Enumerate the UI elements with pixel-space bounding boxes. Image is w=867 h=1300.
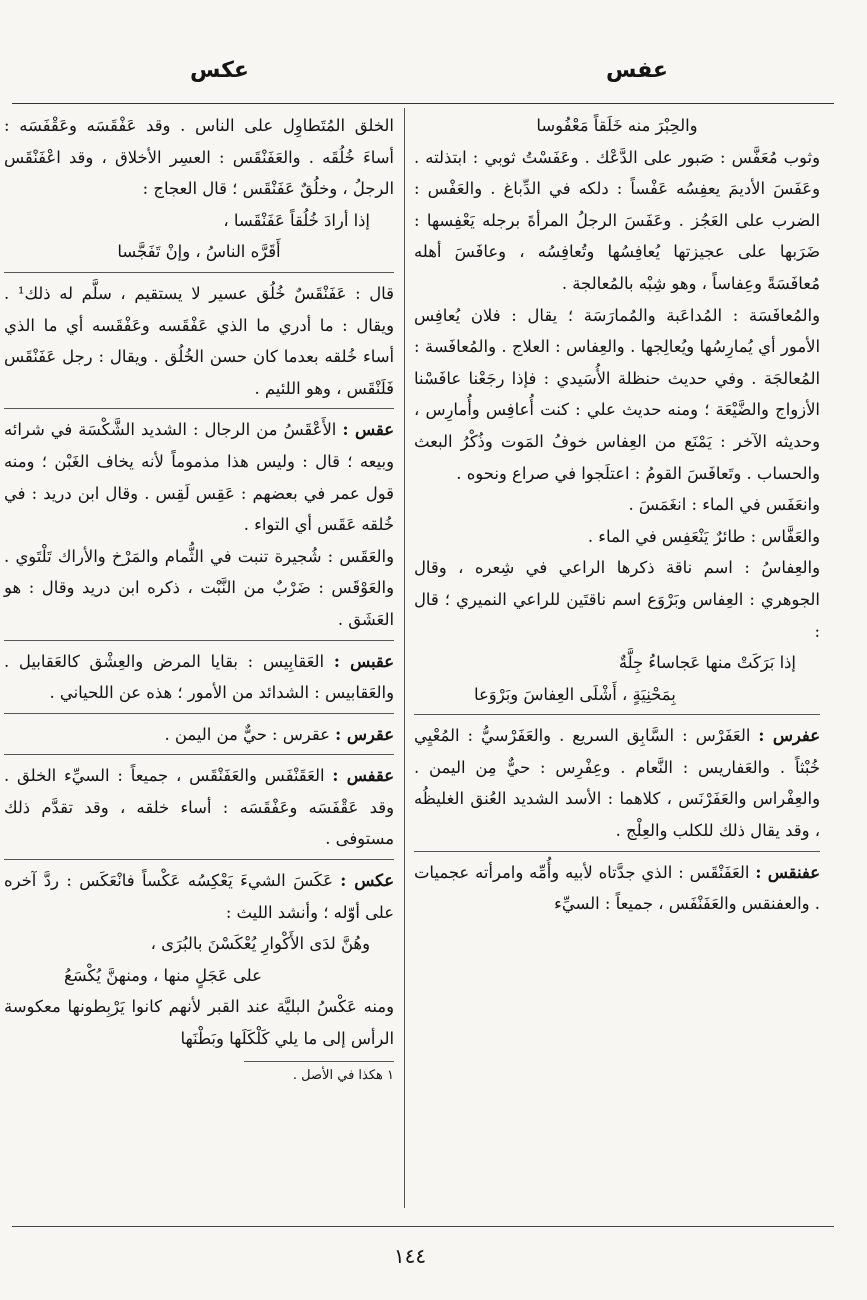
entry-paragraph: والعِفاسُ : اسم ناقة ذكرها الراعي في شِعره ، وقال الجوهري : العِفاس وبَرْوَع اسم ناقتَين للراعي النميري ؛ قال : xyxy=(414,558,820,641)
verse-line: أَقَرَّه الناسُ ، وإنْ تَفَجَّسا xyxy=(117,242,281,262)
entry-text: العَفَنْقَس : الذي جدَّتاه لأبيه وأُمِّه وامرأته عجميات . والعفنقس والعَفَنْفَس ، جميعاً : السيِّء xyxy=(414,862,820,914)
page-number: ١٤٤ xyxy=(393,1244,427,1268)
entry-text: عقرس : حيٌّ من اليمن . xyxy=(164,724,330,744)
entry-headword: عفرس : xyxy=(758,726,820,746)
entry-headword: عقرس : xyxy=(335,724,394,744)
column-divider xyxy=(404,108,405,1208)
entry-headword: عفنقس : xyxy=(755,862,820,882)
entry-separator xyxy=(414,851,820,852)
entry-paragraph: والعَقَس : شُجيرة تنبت في الثُّمام والمَرْخ والأراك تَلْتَوي . والعَوْقَس : ضَرْبٌ من النَّبْت ، ذكره ابن دريد وقال : هو العَشَق . xyxy=(4,546,394,629)
entry-paragraph xyxy=(414,720,820,846)
verse-line: وهُنَّ لدَى الأَكْوارِ يُعْكَسْنَ بالبُرَى ، xyxy=(150,934,370,954)
entry-separator xyxy=(4,640,394,641)
entry-separator xyxy=(4,272,394,273)
entry-headword: عقبس : xyxy=(333,651,394,671)
entry-paragraph xyxy=(4,719,394,751)
left-column xyxy=(4,110,394,1088)
entry-separator xyxy=(414,714,820,715)
entry-paragraph xyxy=(4,646,394,709)
entry-headword: عقس : xyxy=(342,420,395,440)
entry-paragraph xyxy=(414,857,820,920)
footer-rule xyxy=(12,1226,834,1227)
entry-separator xyxy=(4,754,394,755)
entry-paragraph: وثوب مُعَفَّس : صَبور على الدَّعْك . وعَفَسْتُ ثوبي : ابتذلته . وعَفَسَ الأديمَ يعفِسُه عَفْساً : دلكه في الدِّباغ . والعَفْس : الضرب على العَجُز . وعَفَسَ الرجلُ المرأةَ برجله يَعْفِسها : ضَرَبها على عجيزتها يُعافِسُها وتُعافِسُه ، وعافَسَ أهله مُعافَسَةً وعِفاساً ، وهو شِبْه بالمُعالجة . xyxy=(414,147,820,293)
verse-line: بِمَحْنِيَةٍ ، أَشْلَى العِفاسَ وبَرْوَعا xyxy=(474,684,676,704)
verse-line: إذا بَرَكَتْ منها عَجاساءُ جِلَّةٌ xyxy=(618,653,796,673)
entry-text: العَقَنْفَس والعَفَنْقَس ، جميعاً : السيِّء الخلق . وقد عَقْفَسَه وعَفْقَسَه : أساء خلقه ، وقد تقدَّم ذلك مستوفى . xyxy=(4,766,394,849)
entry-separator xyxy=(4,408,394,409)
entry-paragraph: الخلق المُتَطاوِل على الناس . وقد عَفْقَسَه وعَقْفَسَه : أساءَ خُلُقَه . والعَفَنْقَس : العسِر الأخلاق ، وقد اعْفَنْقَس الرجلُ ، وخلُقٌ عَفَنْقَس ؛ قال العجاج : xyxy=(4,116,394,199)
header-rule xyxy=(12,103,834,104)
entry-paragraph xyxy=(4,760,394,855)
verse-line: والحِبْرَ منه خَلَقاً مَعْفُوسا xyxy=(536,116,698,135)
header-left-word: عكس xyxy=(190,58,249,83)
header-right-word: عفس xyxy=(606,58,668,83)
entry-paragraph: والمُعافَسَة : المُداعَبة والمُمارَسَة ؛ يقال : فلان يُعافِس الأمور أي يُمارِسُها ويُعالِجها . والعِفاس : العلاج . والمُعافَسة : المُعالجَة . وفي حديث حنظلة الأُسَيدي : فإذا رجَعْنا عافَسْنا الأزواج والضَّيْعَة ؛ ومنه حديث علي : كنت أُعافِس وأُمارِس ، وحديثه الآخر : يَمْنَع من العِفاس خوفُ المَوت وذُكْرُ البعث والحساب . وتَعافَسَ القومُ : اعتلَجوا في صراع ونحوه . xyxy=(414,305,820,483)
entry-paragraph: قال : عَفَنْقَسٌ خُلُق عسير لا يستقيم ، سلَّم له ذلك¹ . ويقال : ما أدري ما الذي عَفْقَسه وعَفْقَسه أي ما الذي أساء خُلقه بعدما كان حسن الخُلُق . ويقال : رجل عَفَنْقَس فَلَنْقَس ، وهو اللئيم . xyxy=(4,283,394,398)
entry-text: الأَعْقَسُ من الرجال : الشديد الشَّكْسَة في شرائه وبيعه ؛ قال : وليس هذا مذموماً لأنه يخاف الغَبْن ؛ ومنه قول عمر في بعضهم : عَقِس لَقِس . وقال ابن دريد : في خُلقه عَقَس أي التواء . xyxy=(4,420,394,535)
entry-text: العَفَرْس : السَّابِق السريع . والعَفَرْسيُّ : المُعْيِي خُبْثاً . والعَفاريس : النَّعام . وعِفْرِس : حيٌّ مِن اليمن . والعِفْراس والعَفَرْنَس ، كلاهما : الأسد الشديد العُنق الغليظُه ، وقد يقال ذلك للكلب والعِلْج . xyxy=(414,726,820,841)
footnote: ١ هكذا في الأصل . xyxy=(292,1067,394,1083)
entry-separator xyxy=(4,859,394,860)
entry-headword: عقفس : xyxy=(332,766,394,786)
footnote-rule xyxy=(244,1061,394,1062)
entry-paragraph: وانعَفَس في الماء : انغَمَسَ . xyxy=(628,495,820,515)
verse-line: إذا أرادَ خُلُقاً عَفَنْقَسا ، xyxy=(223,210,370,230)
entry-paragraph: والعَفَّاس : طائرٌ يَنْعَفِس في الماء . xyxy=(587,526,820,546)
entry-paragraph xyxy=(4,414,394,540)
entry-text: عَكَسَ الشيءَ يَعْكِسُه عَكْساً فانْعَكَس : ردَّ آخره على أوّله ؛ وأنشد الليث : xyxy=(4,871,394,922)
entry-separator xyxy=(4,713,394,714)
entry-text: العَقابِيس : بقايا المرض والعِشْق كالعَقابيل . والعَقابيس : الشدائد من الأمور ؛ هذه عن اللحياني . xyxy=(4,651,394,703)
entry-paragraph xyxy=(4,865,394,928)
right-column xyxy=(414,110,820,920)
entry-paragraph: ومنه عَكْسُ البليَّة عند القبر لأنهم كانوا يَرْبِطونها معكوسة الرأس إلى ما يلي كَلْكَلَها وبَطْنَها xyxy=(4,997,394,1049)
verse-line: على عَجَلٍ منها ، ومنهنَّ يُكْسَعُ xyxy=(64,965,262,985)
entry-headword: عكس : xyxy=(340,871,394,891)
